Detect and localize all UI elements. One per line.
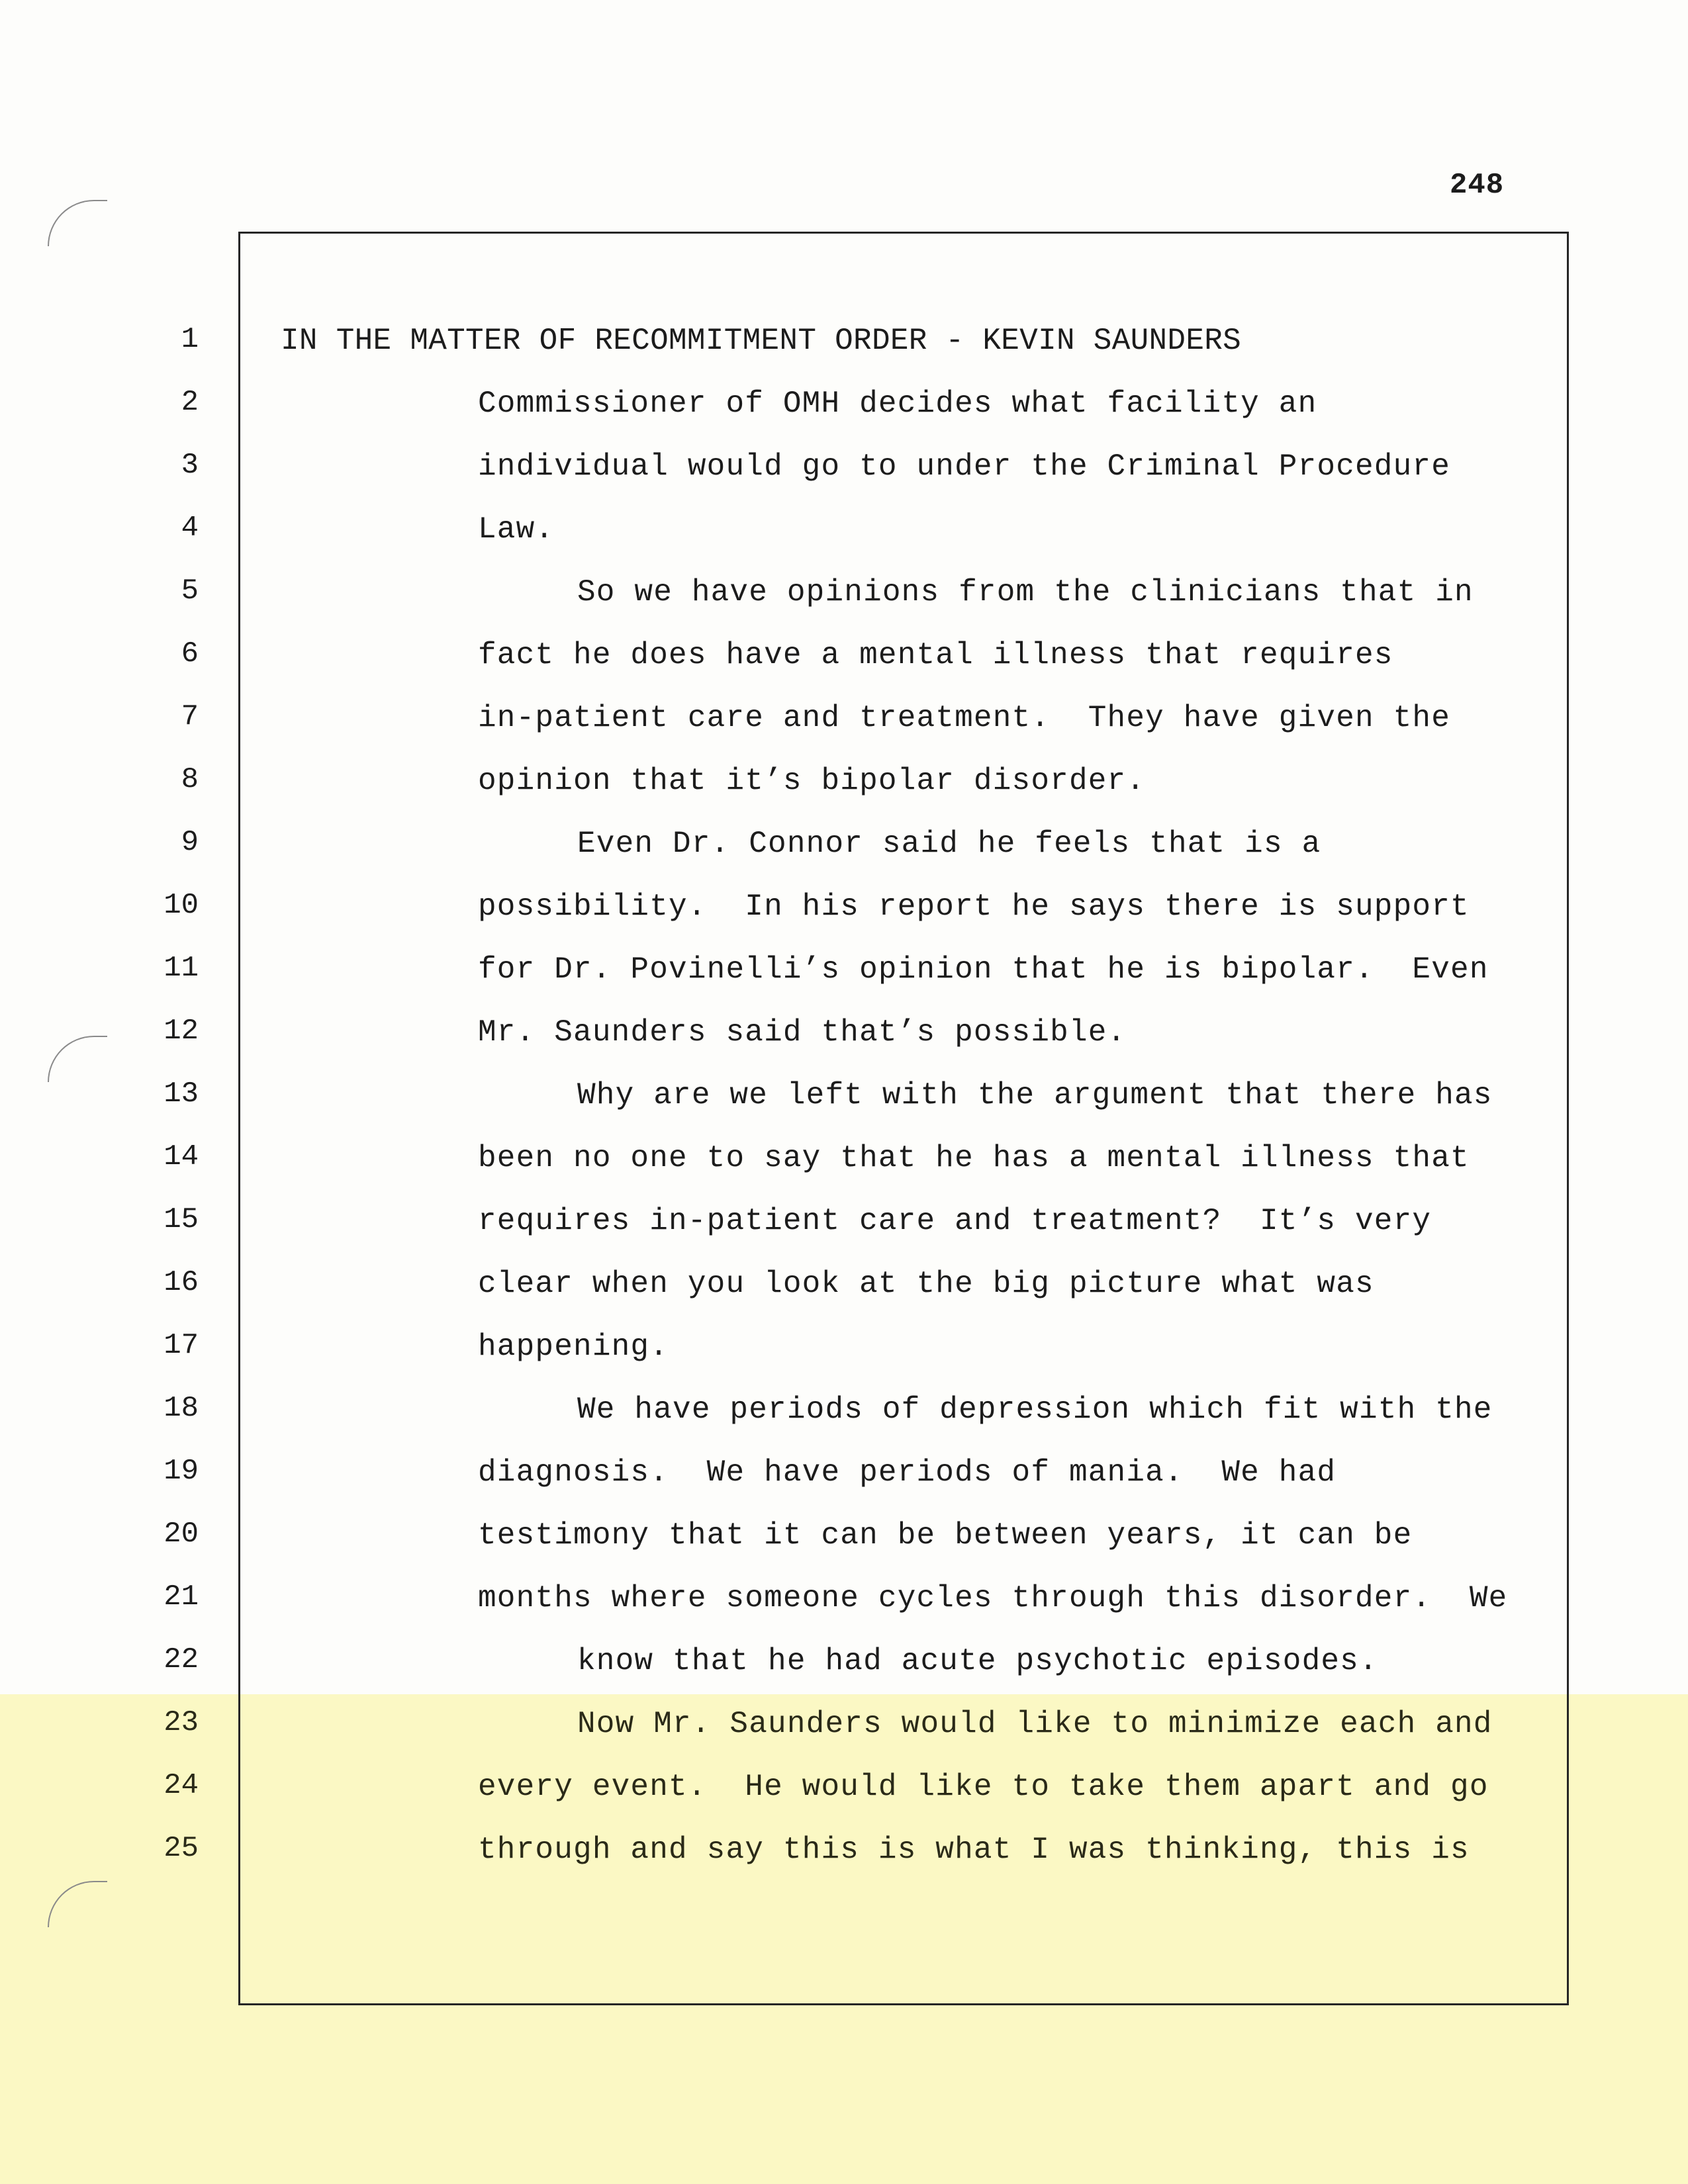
- line-number: 6: [181, 637, 199, 670]
- line-number: 17: [164, 1329, 199, 1362]
- transcript-line: [0, 503, 1688, 566]
- line-text: Law.: [478, 512, 555, 547]
- line-number: 24: [164, 1769, 199, 1802]
- line-text: Why are we left with the argument that there has: [577, 1078, 1493, 1113]
- line-number: 25: [164, 1832, 199, 1865]
- transcript-line: [0, 377, 1688, 440]
- line-number: 13: [164, 1077, 199, 1111]
- transcript-line: [0, 1572, 1688, 1635]
- line-text: Mr. Saunders said that’s possible.: [478, 1015, 1127, 1050]
- transcript-line: [0, 314, 1688, 377]
- transcript-line: [0, 440, 1688, 503]
- line-text: Now Mr. Saunders would like to minimize each and: [577, 1707, 1493, 1741]
- transcript-line: [0, 1383, 1688, 1446]
- transcript-line: [0, 1446, 1688, 1509]
- line-number: 14: [164, 1140, 199, 1173]
- line-text: fact he does have a mental illness that requires: [478, 638, 1393, 672]
- line-number: 9: [181, 826, 199, 859]
- transcript-line: [0, 880, 1688, 943]
- line-text: Commissioner of OMH decides what facility an: [478, 387, 1317, 421]
- line-text: So we have opinions from the clinicians that in: [577, 575, 1474, 610]
- line-text: know that he had acute psychotic episodes.: [577, 1644, 1378, 1678]
- line-text: clear when you look at the big picture what was: [478, 1267, 1374, 1301]
- line-text: possibility. In his report he says there is support: [478, 889, 1470, 924]
- transcript-line: [0, 692, 1688, 754]
- line-number: 18: [164, 1392, 199, 1425]
- line-text: through and say this is what I was thinking, this is: [478, 1833, 1470, 1867]
- line-number: 12: [164, 1015, 199, 1048]
- transcript-line: [0, 943, 1688, 1006]
- line-text: opinion that it’s bipolar disorder.: [478, 764, 1146, 798]
- transcript-line: [0, 1132, 1688, 1195]
- line-number: 10: [164, 889, 199, 922]
- transcript-line: [0, 1635, 1688, 1698]
- line-number: 21: [164, 1580, 199, 1614]
- line-number: 8: [181, 763, 199, 796]
- line-text: in-patient care and treatment. They have given the: [478, 701, 1451, 735]
- line-number: 5: [181, 574, 199, 608]
- line-text: happening.: [478, 1330, 669, 1364]
- page-number: 248: [1450, 169, 1505, 202]
- transcript-line: [0, 1760, 1688, 1823]
- line-number: 11: [164, 952, 199, 985]
- line-number: 15: [164, 1203, 199, 1236]
- line-text: IN THE MATTER OF RECOMMITMENT ORDER - KEVIN SAUNDERS: [281, 324, 1242, 358]
- transcript-line: [0, 1823, 1688, 1886]
- line-text: been no one to say that he has a mental illness that: [478, 1141, 1470, 1175]
- line-text: requires in-patient care and treatment? It’s very: [478, 1204, 1432, 1238]
- line-number: 19: [164, 1455, 199, 1488]
- line-text: for Dr. Povinelli’s opinion that he is bipolar. Even: [478, 952, 1489, 987]
- line-text: individual would go to under the Criminal Procedure: [478, 449, 1451, 484]
- line-number: 7: [181, 700, 199, 733]
- line-number: 16: [164, 1266, 199, 1299]
- line-number: 20: [164, 1518, 199, 1551]
- transcript-line: [0, 1195, 1688, 1257]
- line-number: 23: [164, 1706, 199, 1739]
- transcript-line: [0, 1006, 1688, 1069]
- transcript-line: [0, 1320, 1688, 1383]
- line-text: months where someone cycles through this disorder. We: [478, 1581, 1508, 1615]
- line-number: 2: [181, 386, 199, 419]
- transcript-line: [0, 754, 1688, 817]
- transcript-line: [0, 1257, 1688, 1320]
- line-number: 22: [164, 1643, 199, 1676]
- line-number: 4: [181, 512, 199, 545]
- line-number: 3: [181, 449, 199, 482]
- line-text: diagnosis. We have periods of mania. We had: [478, 1455, 1336, 1490]
- binder-hole: [48, 200, 107, 246]
- transcript-line: [0, 1069, 1688, 1132]
- transcript-line: [0, 1698, 1688, 1760]
- line-text: We have periods of depression which fit with the: [577, 1392, 1493, 1427]
- transcript-line: [0, 566, 1688, 629]
- line-text: testimony that it can be between years, it can be: [478, 1518, 1413, 1553]
- line-text: Even Dr. Connor said he feels that is a: [577, 827, 1321, 861]
- transcript-line: [0, 629, 1688, 692]
- transcript-line: [0, 817, 1688, 880]
- line-number: 1: [181, 323, 199, 356]
- line-text: every event. He would like to take them apart and go: [478, 1770, 1489, 1804]
- transcript-line: [0, 1509, 1688, 1572]
